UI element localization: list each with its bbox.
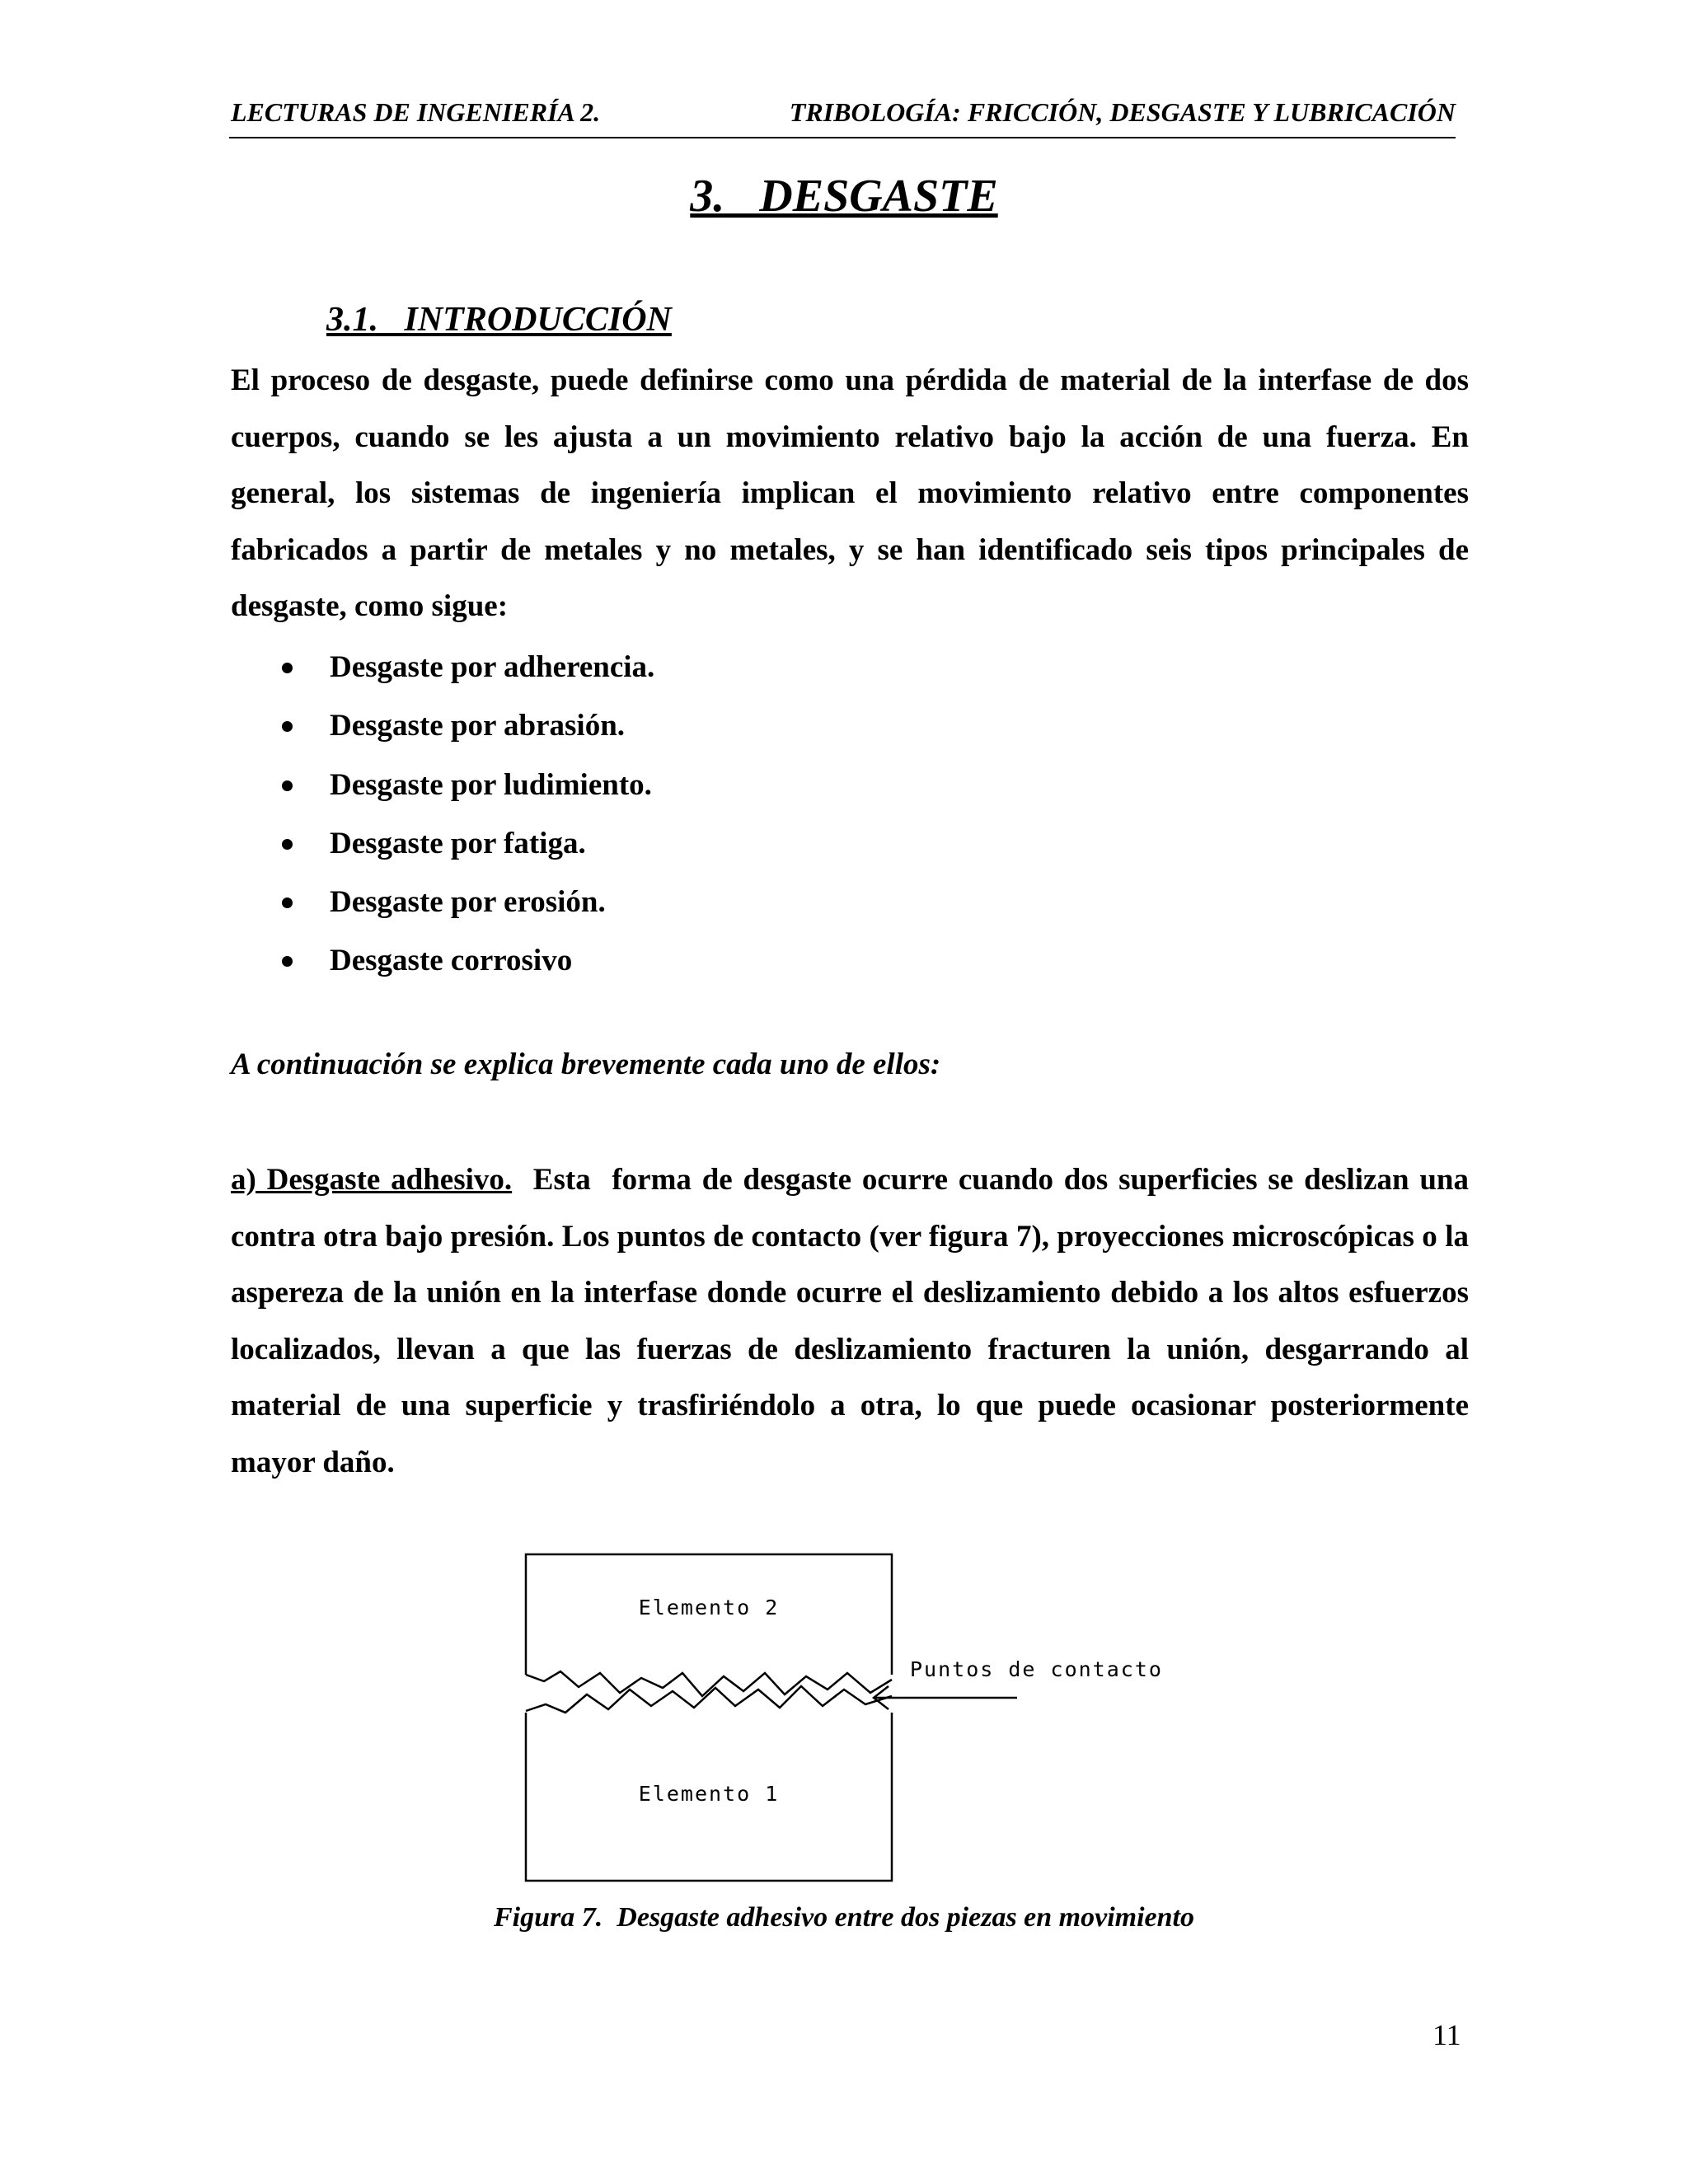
list-item-text: Desgaste por erosión. [330, 885, 606, 920]
element-1-label: Elemento 1 [638, 1782, 780, 1806]
list-item [231, 873, 654, 931]
page-number: 11 [1432, 2018, 1461, 2051]
adhesive-wear-paragraph [231, 1152, 1477, 1491]
list-item [231, 696, 654, 755]
list-item [231, 814, 654, 873]
upper-rough-surface [526, 1671, 892, 1696]
header-chapter-topic: TRIBOLOGÍA: FRICCIÓN, DESGASTE Y LUBRICACIÓN [789, 97, 1456, 127]
section-title: 3.1. INTRODUCCIÓN [326, 301, 672, 339]
list-item-text: Desgaste corrosivo [330, 944, 573, 978]
list-item [231, 756, 654, 814]
bullet-icon [282, 663, 293, 673]
running-header [229, 97, 1456, 138]
list-item-text: Desgaste por adherencia. [330, 650, 655, 684]
bullet-icon [282, 898, 293, 908]
figure-caption: Figura 7. Desgaste adhesivo entre dos piezas en movimiento [494, 1902, 1194, 1933]
list-item [231, 638, 654, 696]
adhesive-wear-heading: a) Desgaste adhesivo. [231, 1163, 513, 1197]
bullet-icon [282, 721, 293, 732]
bullet-icon [282, 839, 293, 850]
wear-types-list [231, 638, 654, 991]
lead-in-sentence: A continuación se explica brevemente cada uno de ellos: [231, 1047, 941, 1081]
list-item-text: Desgaste por fatiga. [330, 826, 586, 860]
contact-points-label: Puntos de contacto [910, 1657, 1163, 1681]
list-item [231, 931, 654, 990]
list-item-text: Desgaste por abrasión. [330, 709, 626, 743]
chapter-title: 3. DESGASTE [690, 171, 998, 222]
bullet-icon [282, 780, 293, 791]
adhesive-wear-body: Esta forma de desgaste ocurre cuando dos superficies se deslizan una contra otra bajo presión. Los puntos de contacto (ver figura 7), proyecciones microscópicas o la aspereza de la unión en la interfase donde ocurre el deslizamiento debido a los altos esfuerzos localizados, llevan a que las fuerzas de deslizamiento fracturen la unión, desgarrando al material de una superficie y trasfiriéndolo a otra, lo que puede ocasionar posteriormente mayor daño. [231, 1163, 1477, 1479]
header-book-title: LECTURAS DE INGENIERÍA 2. [231, 97, 601, 127]
intro-paragraph: El proceso de desgaste, puede definirse como una pérdida de material de la interfase de dos cuerpos, cuando se les ajusta a un movimiento relativo bajo la acción de una fuerza. En general, los sistemas de ingeniería implican el movimiento relativo entre componentes fabricados a partir de metales y no metales, y se han identificado seis tipos principales de desgaste, como sigue: [231, 363, 1469, 623]
figure-7-diagram [519, 1549, 1195, 1887]
element-2-label: Elemento 2 [638, 1596, 780, 1619]
list-item-text: Desgaste por ludimiento. [330, 767, 652, 802]
bullet-icon [282, 956, 293, 967]
